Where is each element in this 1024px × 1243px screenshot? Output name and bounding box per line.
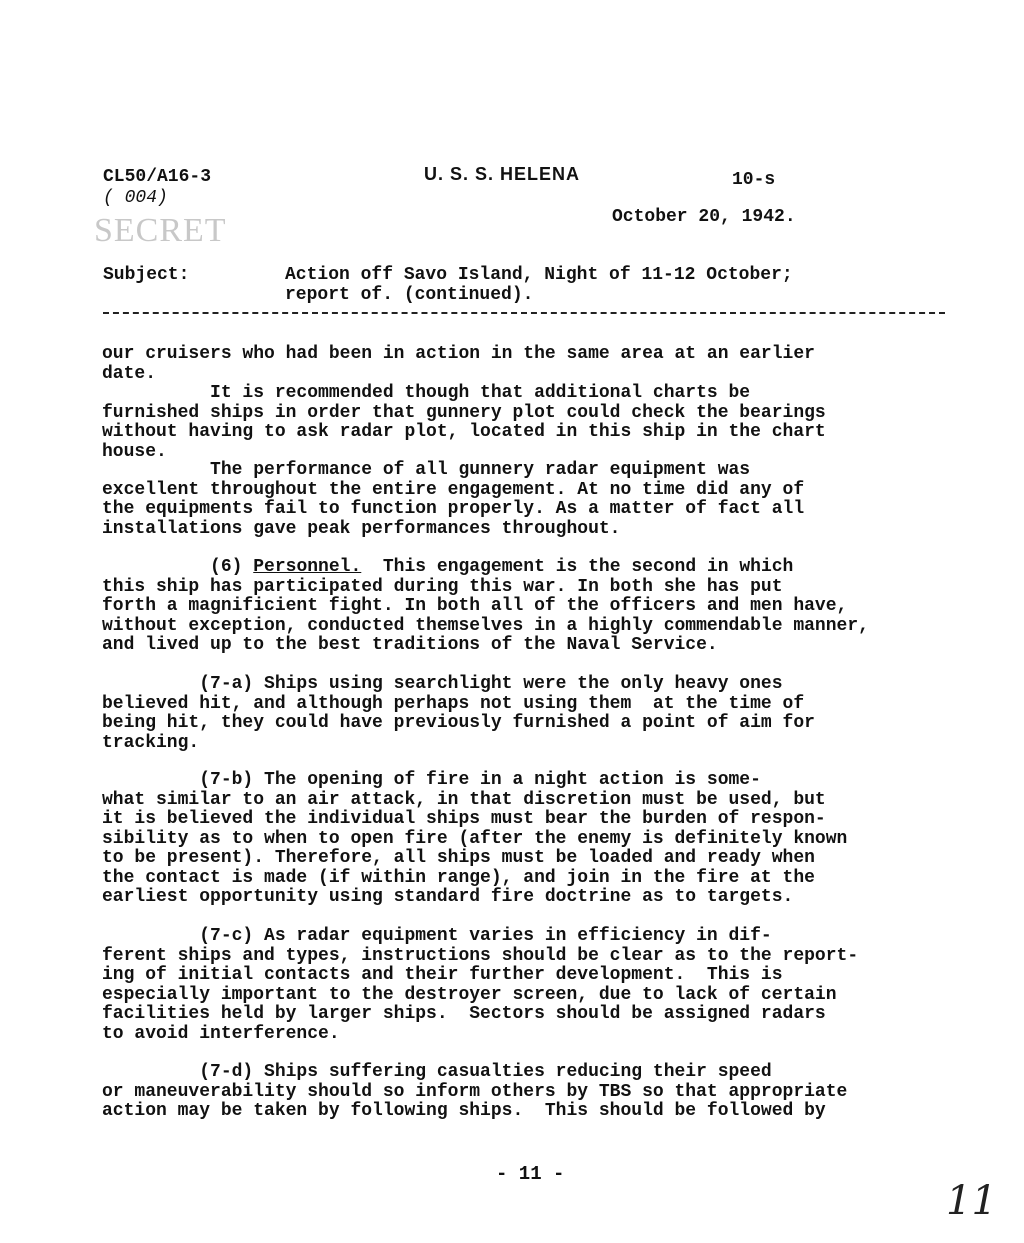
personnel-heading: Personnel.	[253, 557, 362, 577]
paragraph-personnel	[102, 558, 869, 656]
paragraph-3: The performance of all gunnery radar equipment was excellent throughout the entire engagement. At no time did any of the equipments fail to function properly. As a matter of fact all installations gave peak performances throughout.	[102, 460, 805, 539]
paragraph-7c: (7-c) As radar equipment varies in efficiency in dif- ferent ships and types, instructions should be clear as to the report- ing of initial contacts and their further development. This is especially important to the destroyer screen, due to lack of certain facilities held by larger ships. Sectors should be assigned radars to avoid interference.	[102, 926, 859, 1044]
subject-label: Subject:	[103, 265, 190, 285]
subject-line-1: Action off Savo Island, Night of 11-12 October;	[285, 265, 793, 285]
secret-stamp: SECRET	[94, 212, 227, 249]
ship-name: U. S. S. HELENA	[424, 164, 581, 184]
page-number: - 11 -	[496, 1163, 565, 1185]
personnel-line-rest: This engagement is the second in which	[361, 557, 794, 577]
paragraph-2: It is recommended though that additional charts be furnished ships in order that gunnery plot could check the bearings without having to ask radar plot, located in this ship in the chart house.	[102, 383, 826, 462]
subject-line-2: report of. (continued).	[285, 284, 534, 305]
dashed-divider	[103, 312, 945, 314]
paragraph-7d: (7-d) Ships suffering casualties reducing their speed or maneuverability should so inform others by TBS so that appropriate action may be taken by following ships. This should be followed by	[102, 1062, 848, 1121]
personnel-first-line	[102, 558, 869, 578]
paragraph-7a: (7-a) Ships using searchlight were the only heavy ones believed hit, and although perhaps not using them at the time of being hit, they could have previously furnished a point of aim for tracking.	[102, 674, 815, 753]
file-subnumber: ( 004)	[103, 188, 168, 208]
handwritten-page-mark: 11	[946, 1178, 997, 1224]
file-code: CL50/A16-3	[103, 167, 212, 187]
paragraph-1: our cruisers who had been in action in the same area at an earlier date.	[102, 344, 815, 384]
serial-number: 10-s	[732, 170, 776, 190]
document-date: October 20, 1942.	[612, 207, 796, 227]
personnel-body: this ship has participated during this war. In both she has put forth a magnificient fight. In both all of the officers and men have, without exception, conducted themselves in a highly commendable manner, and lived up to the best traditions of the Naval Service.	[102, 576, 869, 655]
personnel-number: (6)	[210, 557, 254, 577]
paragraph-7b: (7-b) The opening of fire in a night action is some- what similar to an air attack, in that discretion must be used, but it is believed the individual ships must bear the burden of respon- sibility as to when to open fire (after the enemy is definitely known to be present). Therefore, all ships must be loaded and ready when the contact is made (if within range), and join in the fire at the earliest opportunity using standard fire doctrine as to targets.	[102, 770, 848, 907]
subject-text	[285, 266, 793, 305]
